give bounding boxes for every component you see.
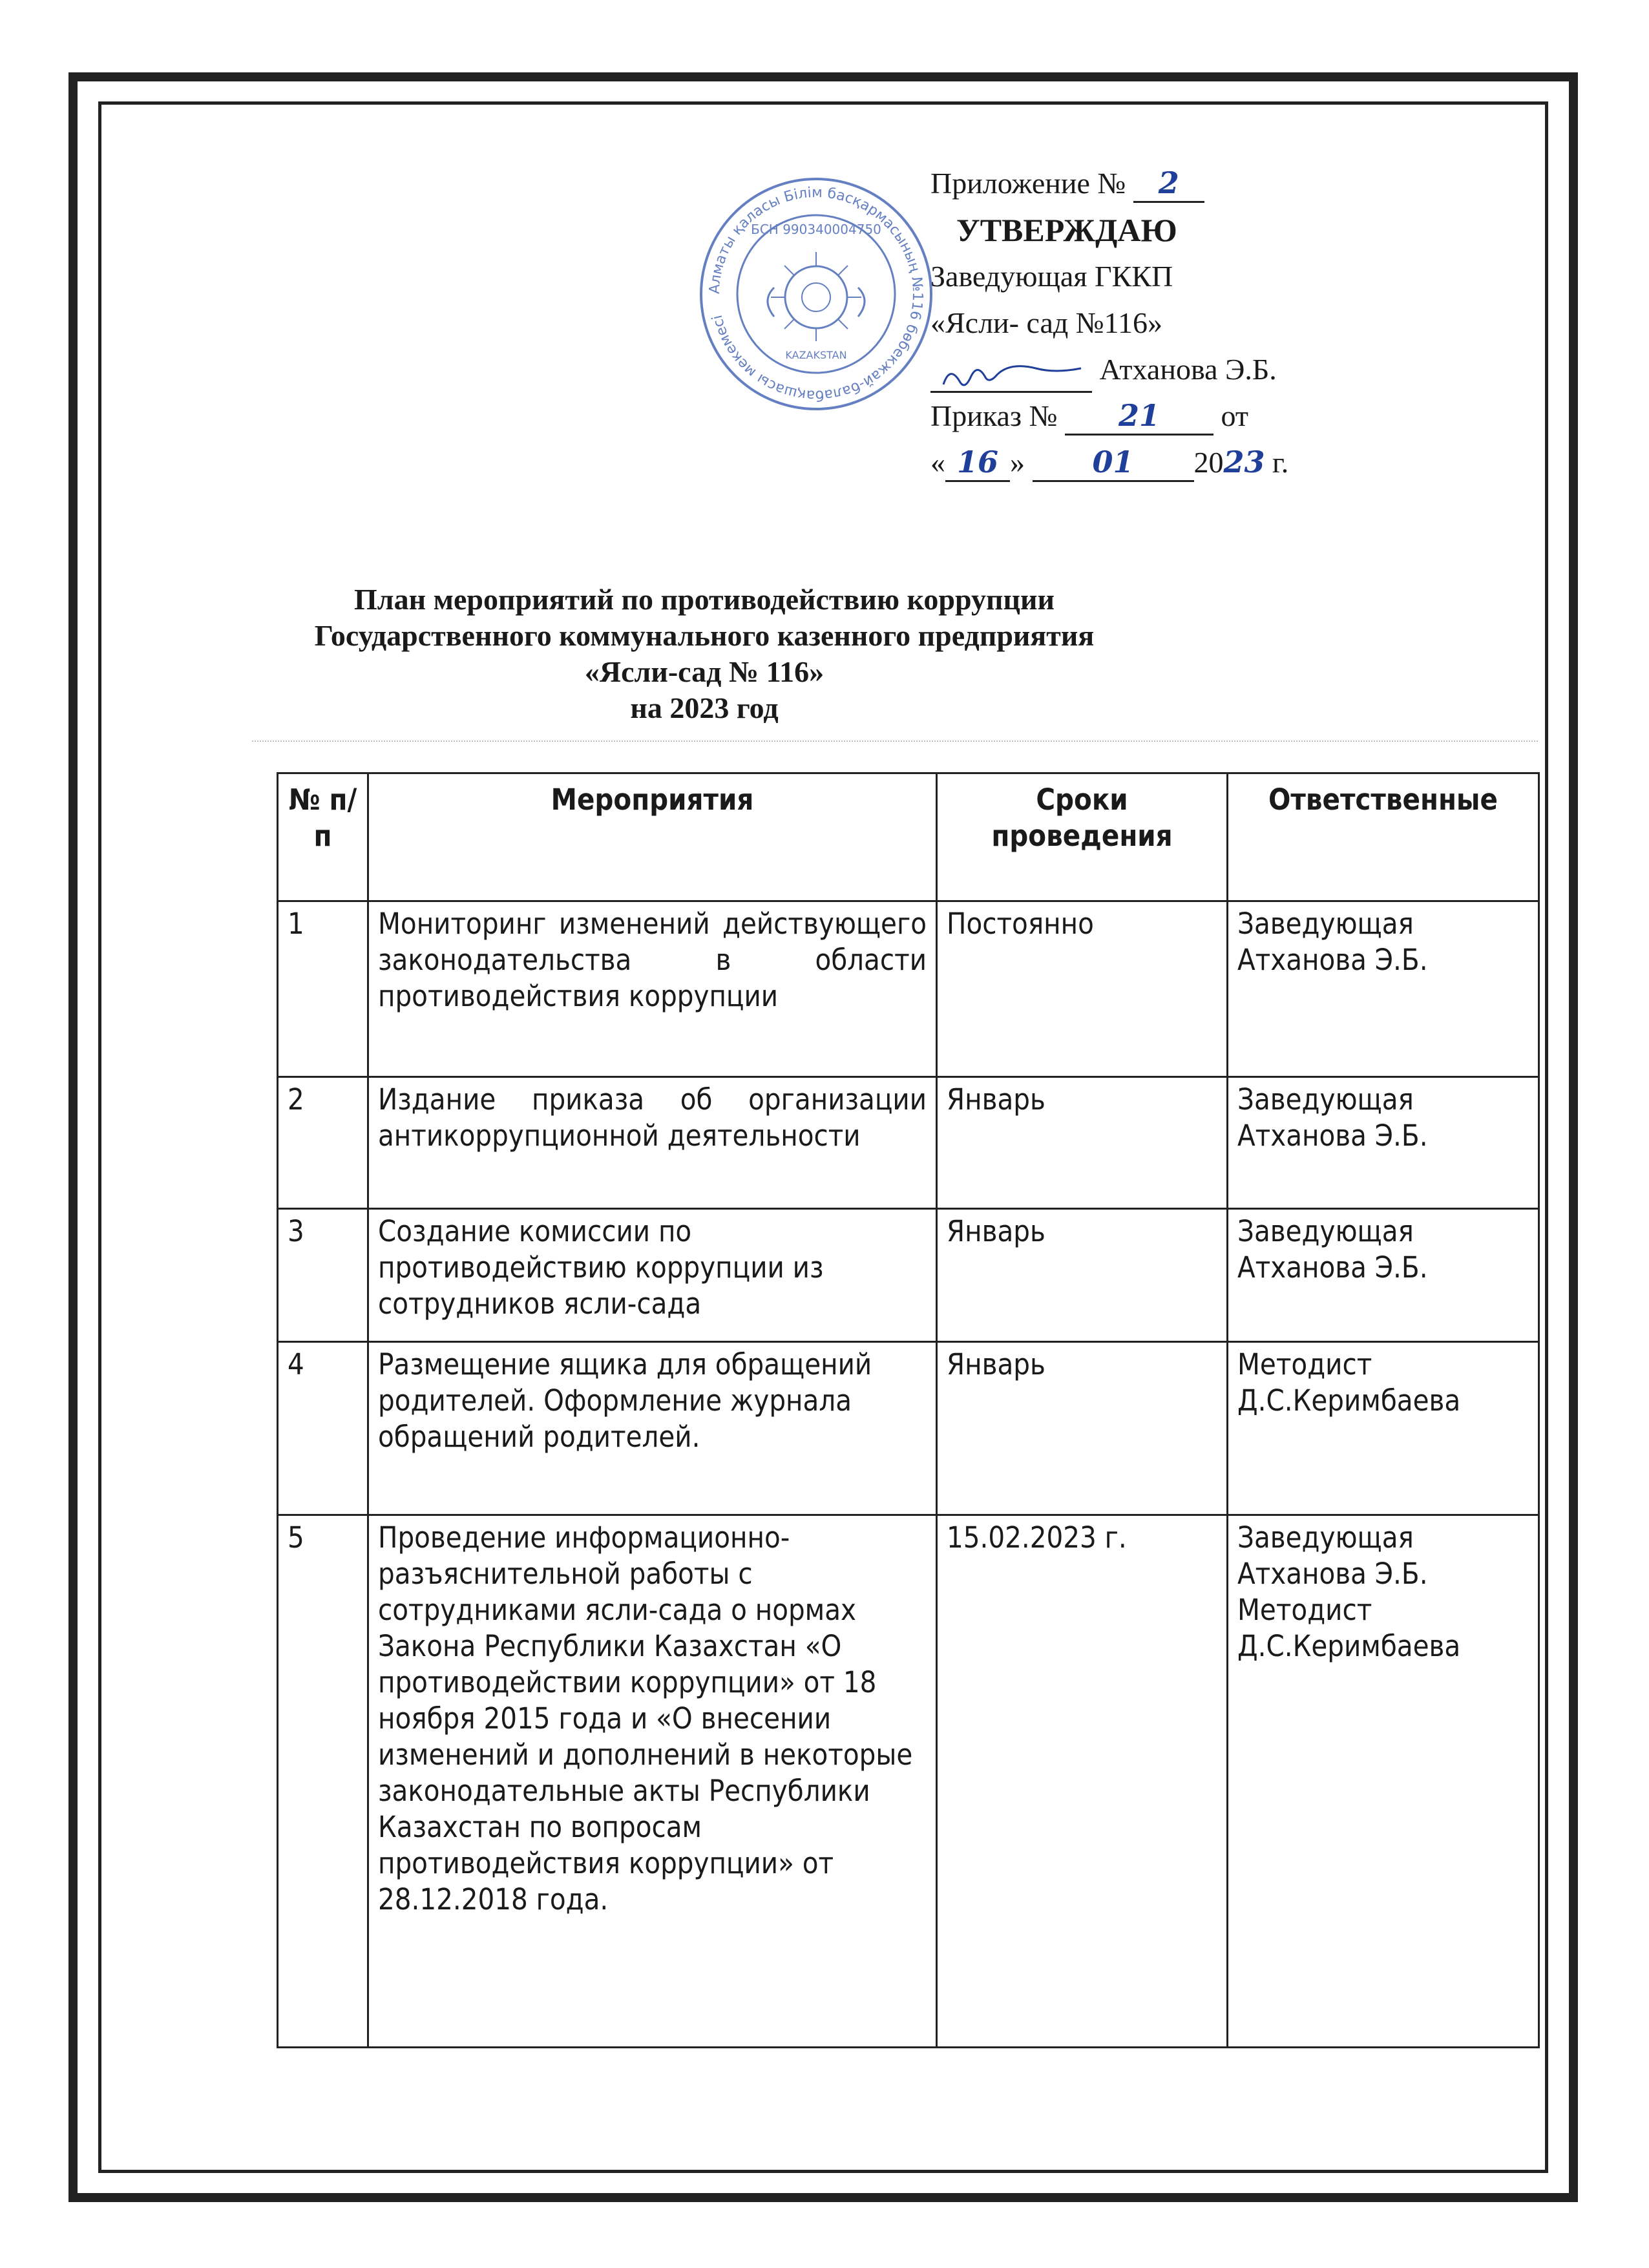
approval-block (930, 160, 1396, 486)
table-row (278, 1209, 1539, 1342)
header-resp: Ответственные (1228, 773, 1539, 901)
table-row (278, 1515, 1539, 2048)
responsible-position: Заведующая (1237, 1214, 1414, 1248)
table-header-row (278, 773, 1539, 901)
row-responsible (1228, 1515, 1539, 2048)
date-line (930, 439, 1396, 486)
responsible-position: Заведующая (1237, 1082, 1414, 1117)
year-g: г. (1272, 446, 1289, 479)
responsible-position: Заведующая (1237, 907, 1414, 941)
row-num: 2 (278, 1077, 368, 1209)
title-line-3: «Ясли-сад № 116» (584, 655, 824, 688)
responsible-name-2: Д.С.Керимбаева (1237, 1629, 1461, 1663)
order-number: 21 (1065, 397, 1213, 436)
row-responsible (1228, 901, 1539, 1077)
row-num: 5 (278, 1515, 368, 2048)
header-num: № п/п (278, 773, 368, 901)
responsible-position: Методист (1237, 1347, 1372, 1381)
signatory-name: Атханова Э.Б. (1099, 353, 1277, 386)
responsible-name: Атханова Э.Б. (1237, 943, 1428, 977)
approve-heading: УТВЕРЖДАЮ (956, 212, 1177, 248)
quote-close: » (1010, 446, 1025, 479)
row-event: Мониторинг изменений действующего законодательства в области противодействия коррупции (368, 901, 937, 1077)
responsible-position: Заведующая (1237, 1520, 1414, 1555)
row-date: Январь (937, 1209, 1228, 1342)
stamp-ring-text: Алматы қаласы Білім басқармасының №116 бөбекжай-балабақшасы мекемесі (706, 184, 926, 404)
row-responsible (1228, 1342, 1539, 1515)
row-num: 1 (278, 901, 368, 1077)
table-row (278, 1342, 1539, 1515)
year-suffix: 23 (1223, 445, 1265, 479)
header-event: Мероприятия (368, 773, 937, 901)
header-date: Сроки проведения (937, 773, 1228, 901)
order-label: Приказ № (930, 399, 1058, 432)
responsible-name: Атханова Э.Б. (1237, 1557, 1428, 1591)
plan-table (277, 772, 1540, 2048)
title-line-2: Государственного коммунального казенного предприятия (314, 619, 1095, 652)
row-date: Январь (937, 1342, 1228, 1515)
row-event: Проведение информационно-разъяснительной работы с сотрудниками ясли-сада о нормах Закона Республики Казахстан «О противодействии коррупции» от 18 ноября 2015 года и «О внесении изменений и дополнений в некоторые законодательные акты Республики Казахстан по вопросам противодействия коррупции» от 28.12.2018 года. (368, 1515, 937, 2048)
dotted-separator (252, 740, 1538, 742)
appendix-line (930, 160, 1396, 207)
stamp-country: KAZAKSTAN (785, 349, 847, 361)
responsible-position-2: Методист (1237, 1593, 1372, 1627)
title-line-4: на 2023 год (630, 691, 779, 724)
quote-open: « (930, 446, 945, 479)
position-line: Заведующая ГККП (930, 260, 1173, 293)
stamp-bin: БСН 990340004750 (751, 222, 881, 237)
order-line (930, 393, 1396, 439)
row-date: Постоянно (937, 901, 1228, 1077)
table-row (278, 901, 1539, 1077)
row-responsible (1228, 1077, 1539, 1209)
row-num: 3 (278, 1209, 368, 1342)
row-event: Издание приказа об организации антикоррупционной деятельности (368, 1077, 937, 1209)
signature-line (930, 346, 1396, 393)
table-row (278, 1077, 1539, 1209)
row-responsible (1228, 1209, 1539, 1342)
row-event: Размещение ящика для обращений родителей. Оформление журнала обращений родителей. (368, 1342, 937, 1515)
responsible-name: Атханова Э.Б. (1237, 1118, 1428, 1153)
document-title (252, 582, 1157, 726)
appendix-label: Приложение № (930, 167, 1126, 200)
order-month: 01 (1033, 444, 1194, 482)
row-num: 4 (278, 1342, 368, 1515)
official-stamp (697, 174, 936, 414)
handwritten-signature (930, 359, 1092, 393)
title-line-1: План мероприятий по противодействию коррупции (354, 583, 1055, 616)
row-event: Создание комиссии по противодействию коррупции из сотрудников ясли-сада (368, 1209, 937, 1342)
org-line: «Ясли- сад №116» (930, 306, 1162, 339)
responsible-name: Атханова Э.Б. (1237, 1250, 1428, 1285)
appendix-number: 2 (1133, 165, 1204, 203)
order-day: 16 (945, 444, 1010, 482)
responsible-name: Д.С.Керимбаева (1237, 1383, 1461, 1418)
row-date: Январь (937, 1077, 1228, 1209)
order-from-label: от (1221, 399, 1248, 432)
row-date: 15.02.2023 г. (937, 1515, 1228, 2048)
year-prefix: 20 (1193, 446, 1224, 479)
